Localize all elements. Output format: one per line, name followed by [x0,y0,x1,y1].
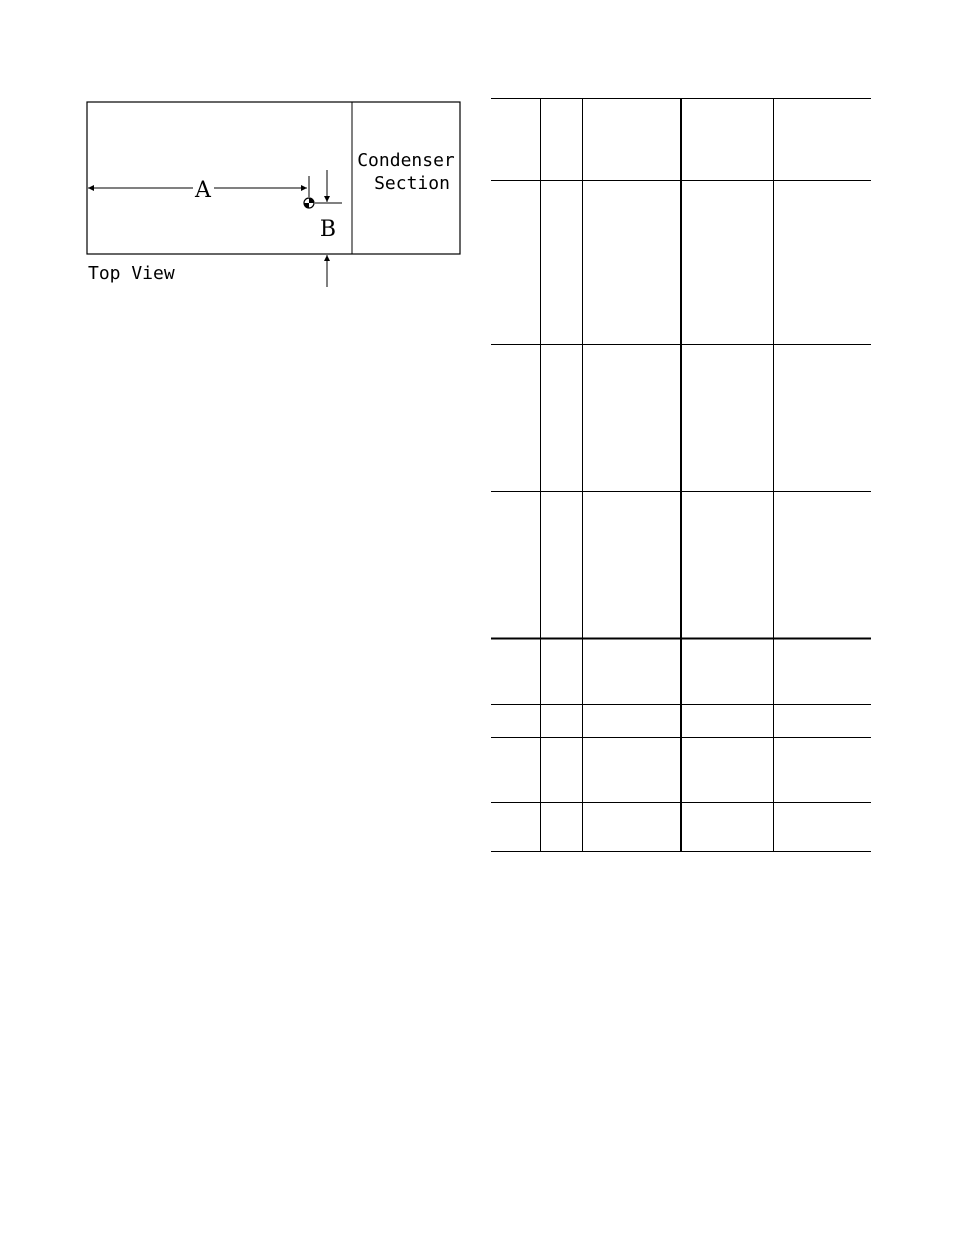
top-view-caption: Top View [88,263,175,284]
dimension-b-label: B [319,217,337,242]
table-vertical-rules [541,98,774,852]
data-table [491,98,871,852]
center-of-gravity-icon [304,198,314,208]
condenser-label-line1: Condenser [357,150,455,171]
dimension-a-label: A [195,178,211,203]
top-view-diagram [87,102,460,287]
condenser-label-line2: Section [374,173,450,194]
